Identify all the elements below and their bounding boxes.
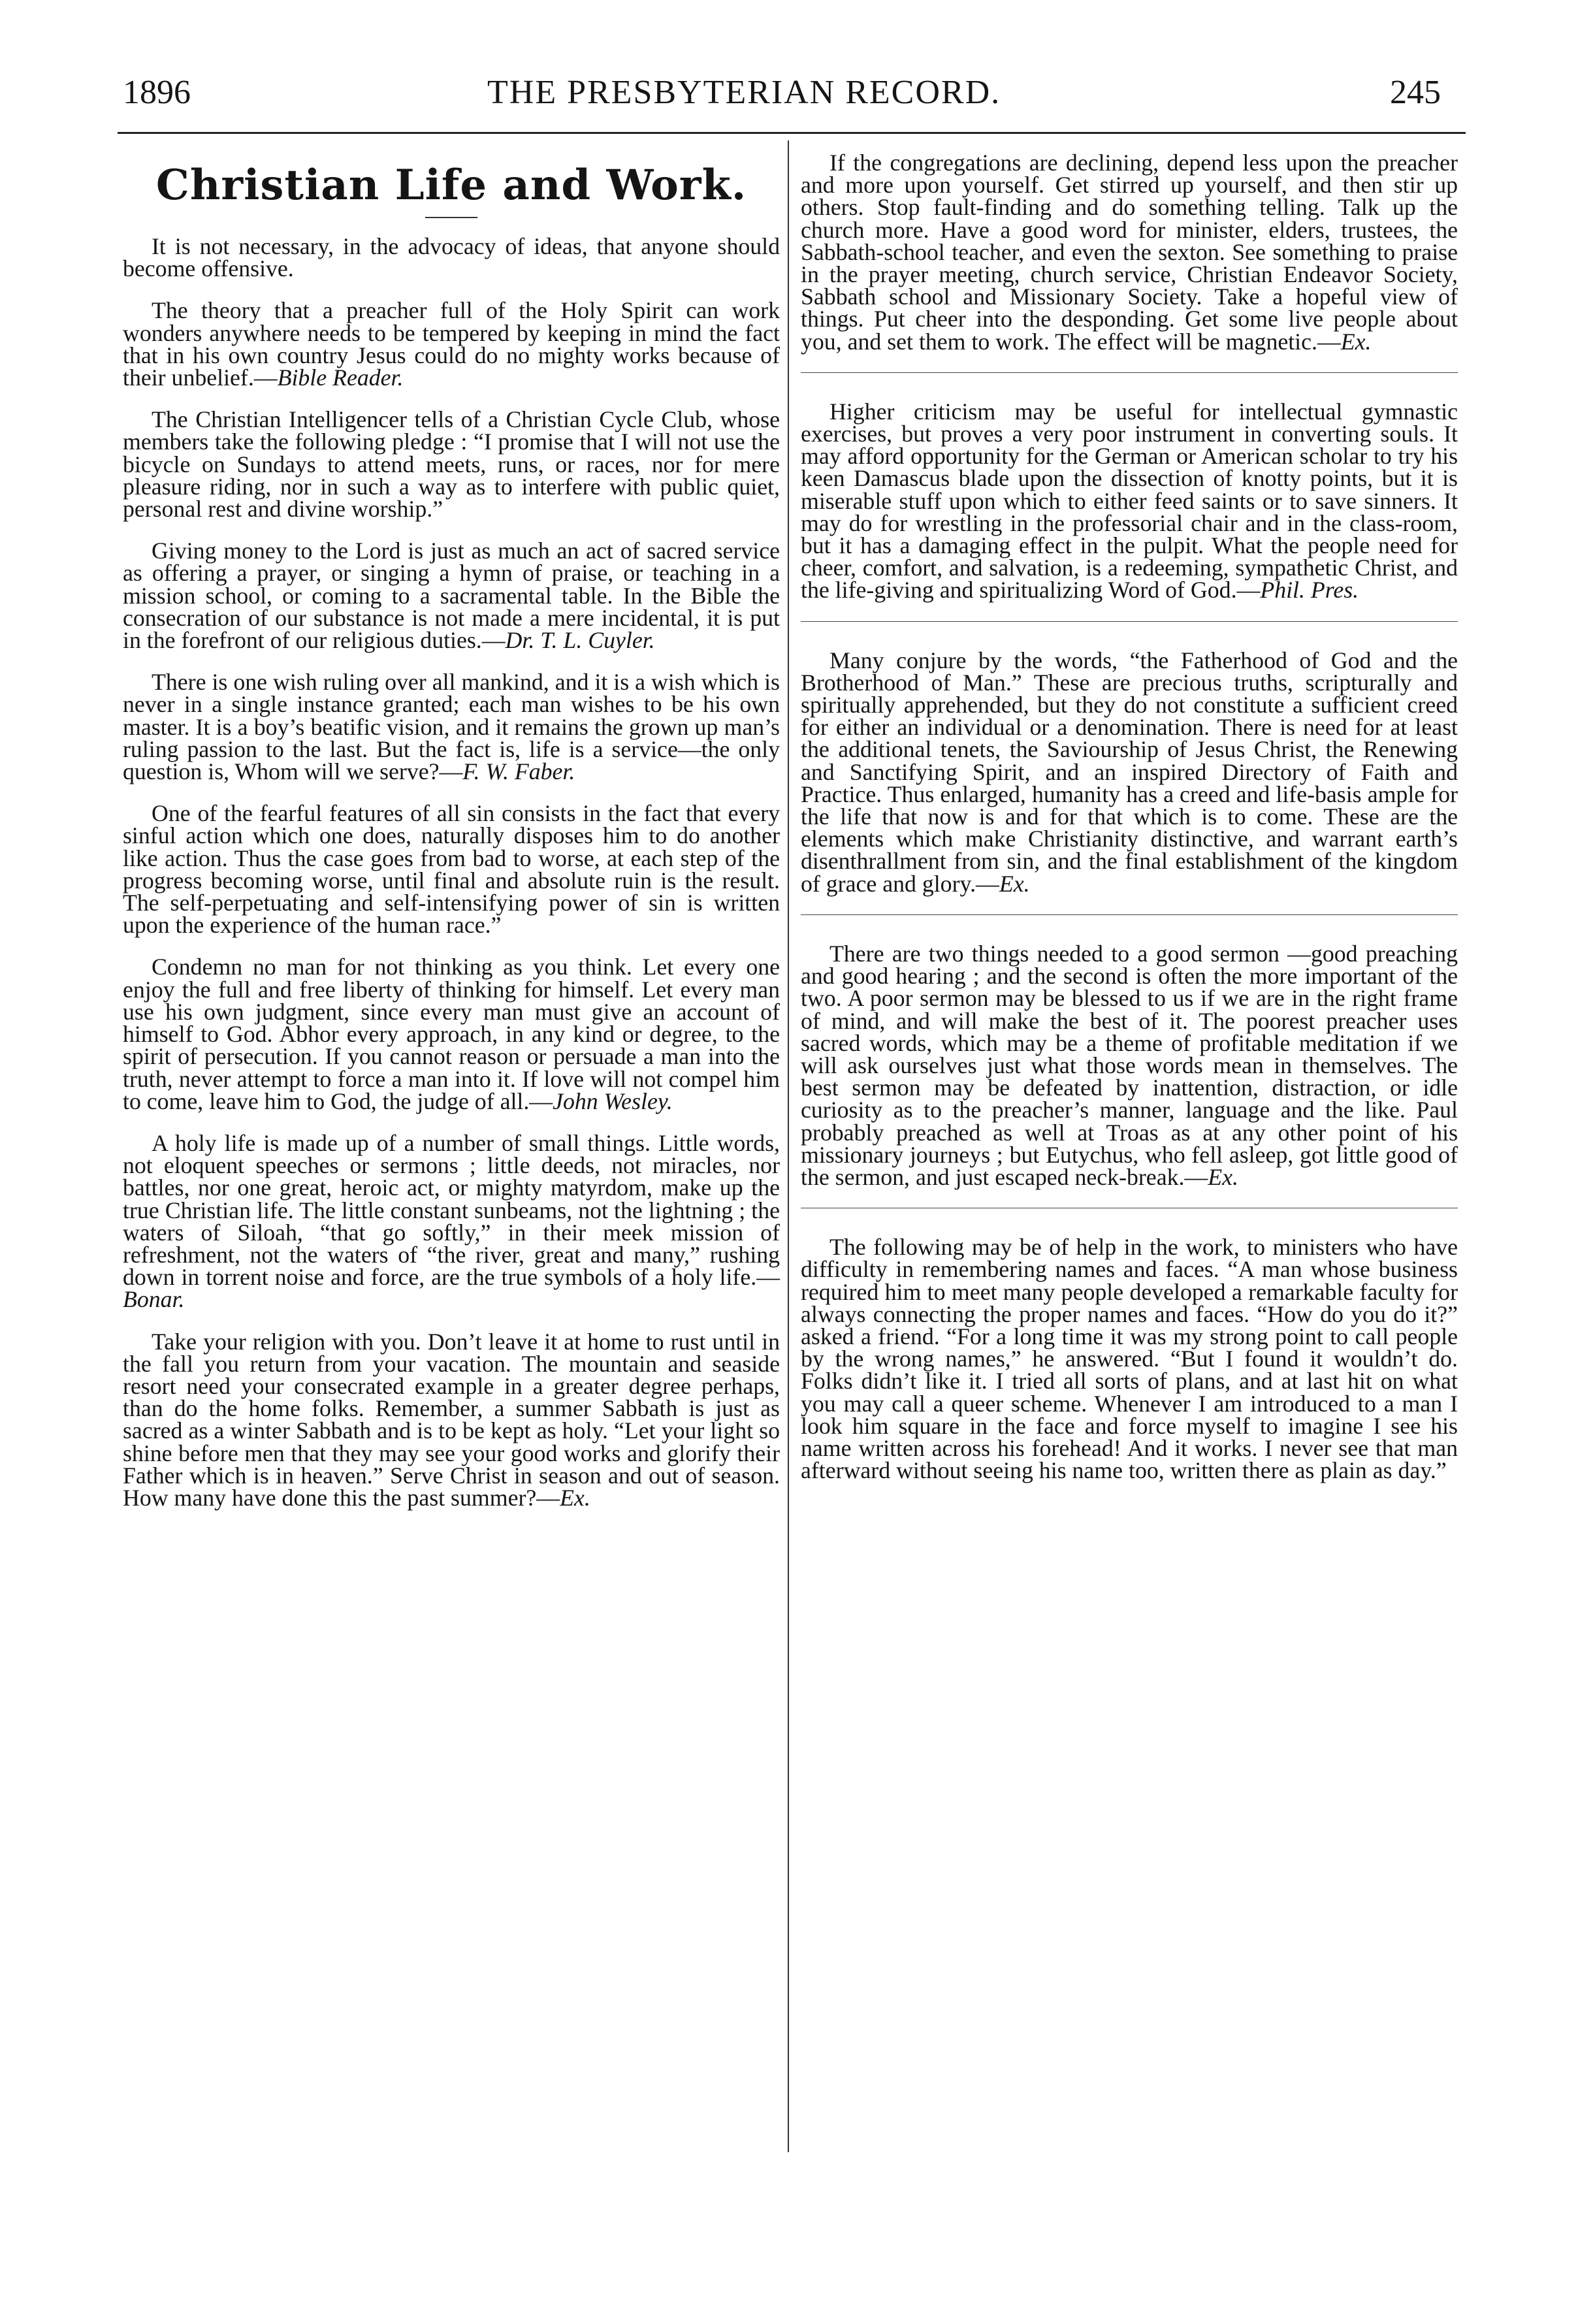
article-paragraph [801,400,1458,602]
article-paragraph [801,940,1458,1190]
section-title: Christian Life and Work. [155,161,747,210]
paragraph-text: The theory that a preacher full of the Holy Spirit can work wonders anywhere needs to be tempered by keeping in mind the fact that in his own country Jesus could do no mighty works because of their unbelief.— [123,297,780,391]
article-paragraph [123,671,780,783]
paragraph-text: Higher criticism may be useful for intellectual gymnastic exercises, but proves a very poor instrument in converting souls. It may afford opportunity for the German or American scholar to try his keen Damascus blade upon the dissection of knotty points, but it is miserable stuff upon which to either feed saints or to save sinners. It may do for wrestling in the professorial chair and in the class-room, but it has a damaging effect in the pulpit. What the people need for cheer, comfort, and salvation, is a redeeming, sympathetic Christ, and the life-giving and spiritualizing Word of God.— [801,398,1458,604]
paragraph-attribution: Bible Reader. [277,364,404,391]
running-head [0,0,1578,137]
paragraph-attribution: F. W. Faber. [462,758,575,785]
paragraph-text: There are two things needed to a good sermon —good preaching and good hearing ; and the second is often the more important of the two. A poor sermon may be blessed to us if we are in the right frame of mind, and will make the best of it. The poorest preacher uses sacred words, which may be a theme of profitable meditation if we will ask ourselves just what those words mean in themselves. The best sermon may be defeated by inattention, distraction, or idle curiosity as to the preacher’s manner, language and the like. Paul probably preached as well at Troas as at any other point of his missionary journeys ; but Eutychus, who fell asleep, got little good of the sermon, and just escaped neck-break.— [801,940,1458,1190]
article-paragraph [123,956,780,1112]
header-rule [118,132,1466,134]
paragraph-attribution: Ex. [1208,1163,1238,1190]
section-separator [801,914,1458,915]
header-title: THE PRESBYTERIAN RECORD. [487,74,1001,111]
paragraph-attribution: Phil. Pres. [1260,577,1359,604]
paragraph-attribution: Dr. T. L. Cuyler. [505,627,655,654]
article-paragraph [801,152,1458,353]
paragraph-text: A holy life is made up of a number of small things. Little words, not eloquent speeches or sermons ; little deeds, not miracles, nor battles, nor one great, heroic act, or mighty matyrdom, make up the true Christian life. The little constant sunbeams, not the lightning ; the waters of Siloah, “that go softly,” in their meek mission of refreshment, not the waters of “the river, great and many,” rushing down in torrent noise and force, are the true symbols of a holy life.— [123,1129,780,1291]
left-column [123,152,780,1528]
left-paragraph-list [123,235,780,1509]
column-divider [788,140,789,2152]
paragraph-text: One of the fearful features of all sin consists in the fact that every sinful action which one does, naturally disposes him to do another like action. Thus the case goes from bad to worse, at each step of the progress becoming worse, until final and absolute ruin is the result. The self-perpetuating and self-intensifying power of sin is written upon the experience of the human race.” [123,800,780,939]
article-paragraph [123,406,780,523]
article-paragraph [123,1328,780,1511]
paragraph-text: The Christian Intelligencer tells of a Christian Cycle Club, whose members take the following pledge : “I promise that I will not use the bicycle on Sundays to attend meets, runs, or races, nor for mere pleasure riding, nor in such a way as to interfere with public quiet, personal rest and divine worship.” [123,406,780,523]
article-paragraph [801,649,1458,895]
paragraph-text: Condemn no man for not thinking as you think. Let every one enjoy the full and free liberty of thinking for himself. Let every man use his own judgment, since every man must give an account of himself to God. Abhor every approach, in any kind or degree, to the spirit of persecution. If you cannot reason or persuade a man into the truth, never attempt to force a man into it. If love will not compel him to come, leave him to God, the judge of all.— [123,954,780,1114]
article-paragraph [123,235,780,280]
paragraph-text: If the congregations are declining, depend less upon the preacher and more upon yourself. Get stirred up yourself, and then stir up others. Stop fault-finding and do something telling. Talk up the church more. Have a good word for minister, elders, trustees, the Sabbath-school teacher, and even the sexton. See something to praise in the prayer meeting, church service, Christian Endeavor Society, Sabbath school and Missionary Society. Take a hopeful view of things. Put cheer into the desponding. Get some live people about you, and set them to work. The effect will be magnetic.— [801,150,1458,355]
title-rule [425,217,477,218]
article-paragraph [123,800,780,939]
right-column [801,152,1458,1501]
paragraph-attribution: Bonar. [123,1286,185,1313]
paragraph-text: Many conjure by the words, “the Fatherhood of God and the Brotherhood of Man.” These are precious truths, scripturally and spiritually apprehended, but they do not constitute a sufficient creed for either an individual or a denomination. There is need for at least the additional tenets, the Saviourship of Jesus Christ, the Renewing and Sanctifying Spirit, and an inspired Directory of Faith and Practice. Thus enlarged, humanity has a creed and life-basis ample for the life that now is and for that which is to come. These are the elements which make Christianity distinctive, and warrant earth’s disenthrallment from sin, and the final establishment of the kingdom of grace and glory.— [801,647,1458,897]
header-page-number: 245 [1390,74,1441,111]
paragraph-text: Giving money to the Lord is just as much an act of sacred service as offering a prayer, or singing a hymn of praise, or teaching in a mission school, or coming to a sacramental table. In the Bible the consecration of our substance is not made a mere incidental, it is put in the forefront of our religious duties.— [123,538,780,654]
header-year: 1896 [123,74,191,111]
paragraph-text: It is not necessary, in the advocacy of ideas, that anyone should become offensive. [123,233,780,282]
paragraph-attribution: Ex. [560,1484,590,1511]
section-separator [801,372,1458,373]
right-paragraph-list [801,150,1458,1484]
section-separator [801,621,1458,622]
paragraph-attribution: Ex. [1340,328,1372,355]
paragraph-text: Take your religion with you. Don’t leave it at home to rust until in the fall you return from your vacation. The mountain and seaside resort need your consecrated example in a greater degree perhaps, than do the home folks. Remember, a summer Sabbath is just as sacred as a winter Sabbath and is to be kept as holy. “Let your light so shine before men that they may see your good works and glorify their Father which is in heaven.” Serve Christ in season and out of season. How many have done this the past summer?— [123,1328,780,1511]
paragraph-attribution: Ex. [999,870,1030,897]
article-paragraph [123,299,780,389]
article-paragraph [123,1129,780,1313]
paragraph-attribution: John Wesley. [553,1088,673,1114]
paragraph-text: There is one wish ruling over all mankind, and it is a wish which is never in a single instance granted; each man wishes to be his own master. It is a boy’s beatific vision, and it remains the grown up man’s ruling passion to the last. But the fact is, life is a service—the only question is, Whom will we serve?— [123,669,780,785]
article-paragraph [123,538,780,654]
article-paragraph [801,1234,1458,1484]
paragraph-text: The following may be of help in the work, to ministers who have difficulty in remembering names and faces. “A man whose business required him to meet many people developed a remarkable faculty for always connecting the proper names and faces. “How do you do it?” asked a friend. “For a long time it was my strong point to call people by the wrong names,” he answered. “But I found it wouldn’t do. Folks didn’t like it. I tried all sorts of plans, and at last hit on what you may call a queer scheme. Whenever I am introduced to a man I look him square in the face and force myself to imagine I see his name written across his forehead! And it works. I never see that man afterward without seeing his name too, written there as plain as day.” [801,1234,1458,1484]
